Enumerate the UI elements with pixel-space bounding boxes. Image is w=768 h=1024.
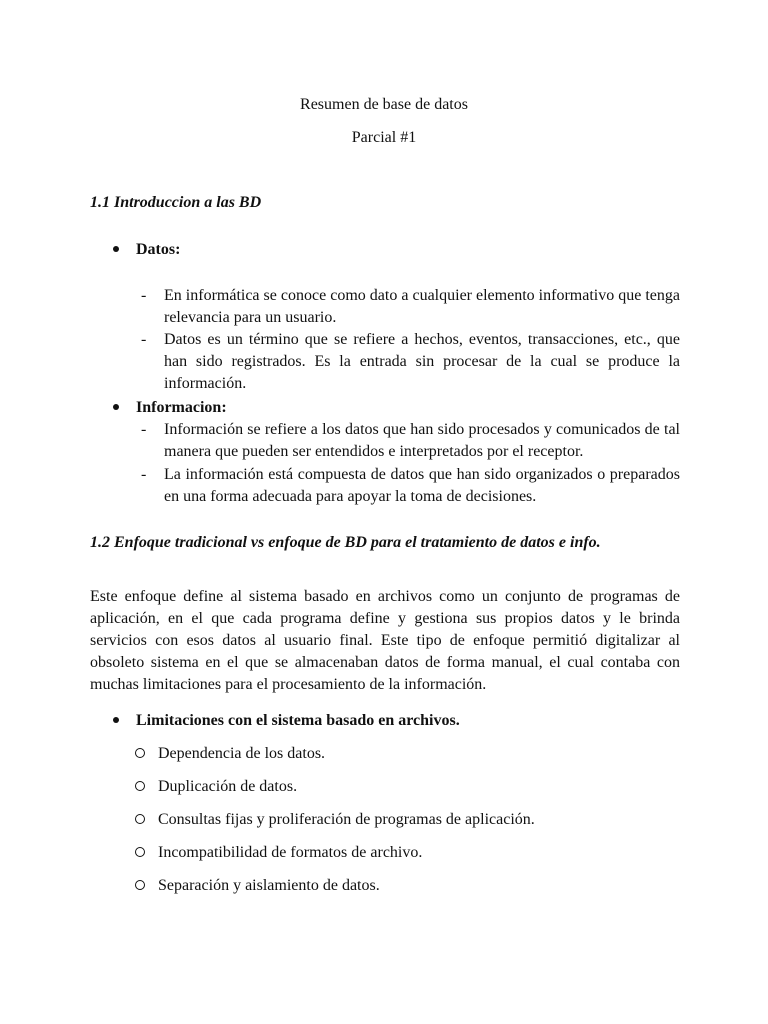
bullet-dot-icon — [113, 404, 119, 410]
informacion-item-2: La información está compuesta de datos que han sido organizados o preparados en una forma adecuada para apoyar la toma de decisiones. — [164, 466, 680, 505]
limitacion-item: Separación y aislamiento de datos. — [158, 877, 380, 894]
section-2-paragraph: Este enfoque define al sistema basado en archivos como un conjunto de programas de aplicación, en el que cada programa define y gestiona sus propios datos y le brinda servicios con esos datos al usuario final. Este tipo de enfoque permitió digitalizar al obsoleto sistema en el que se almacenaban datos de forma manual, el cual contaba con muchas limitaciones para el procesamiento de la información. — [90, 588, 680, 693]
limitaciones-label: Limitaciones con el sistema basado en archivos. — [136, 712, 460, 729]
document-subtitle: Parcial #1 — [351, 129, 417, 146]
limitacion-item: Dependencia de los datos. — [158, 745, 326, 762]
circle-bullet-icon — [135, 781, 145, 791]
circle-bullet-icon — [135, 814, 145, 824]
limitacion-item: Incompatibilidad de formatos de archivo. — [158, 844, 423, 861]
dash-icon: - — [141, 466, 147, 483]
informacion-item-1: Información se refiere a los datos que han sido procesados y comunicados de tal manera que pueden ser entendidos e interpretados por el receptor. — [164, 421, 680, 460]
dash-icon: - — [141, 331, 147, 348]
circle-bullet-icon — [135, 748, 145, 758]
datos-item-2: Datos es un término que se refiere a hechos, eventos, transacciones, etc., que han sido registrados. Es la entrada sin procesar de la cual se produce la información. — [164, 331, 680, 392]
section-1-heading: 1.1 Introduccion a las BD — [90, 194, 262, 211]
datos-item-1: En informática se conoce como dato a cualquier elemento informativo que tenga relevancia para un usuario. — [164, 287, 680, 326]
circle-bullet-icon — [135, 880, 145, 890]
circle-bullet-icon — [135, 847, 145, 857]
limitacion-item: Consultas fijas y proliferación de programas de aplicación. — [158, 811, 535, 828]
limitacion-item: Duplicación de datos. — [158, 778, 298, 795]
dash-icon: - — [141, 287, 147, 304]
dash-icon: - — [141, 421, 147, 438]
datos-label: Datos: — [136, 241, 181, 258]
section-2-heading: 1.2 Enfoque tradicional vs enfoque de BD para el tratamiento de datos e info. — [90, 534, 601, 551]
bullet-dot-icon — [113, 717, 119, 723]
bullet-dot-icon — [113, 246, 119, 252]
informacion-label: Informacion: — [136, 399, 227, 416]
document-title: Resumen de base de datos — [300, 96, 468, 113]
